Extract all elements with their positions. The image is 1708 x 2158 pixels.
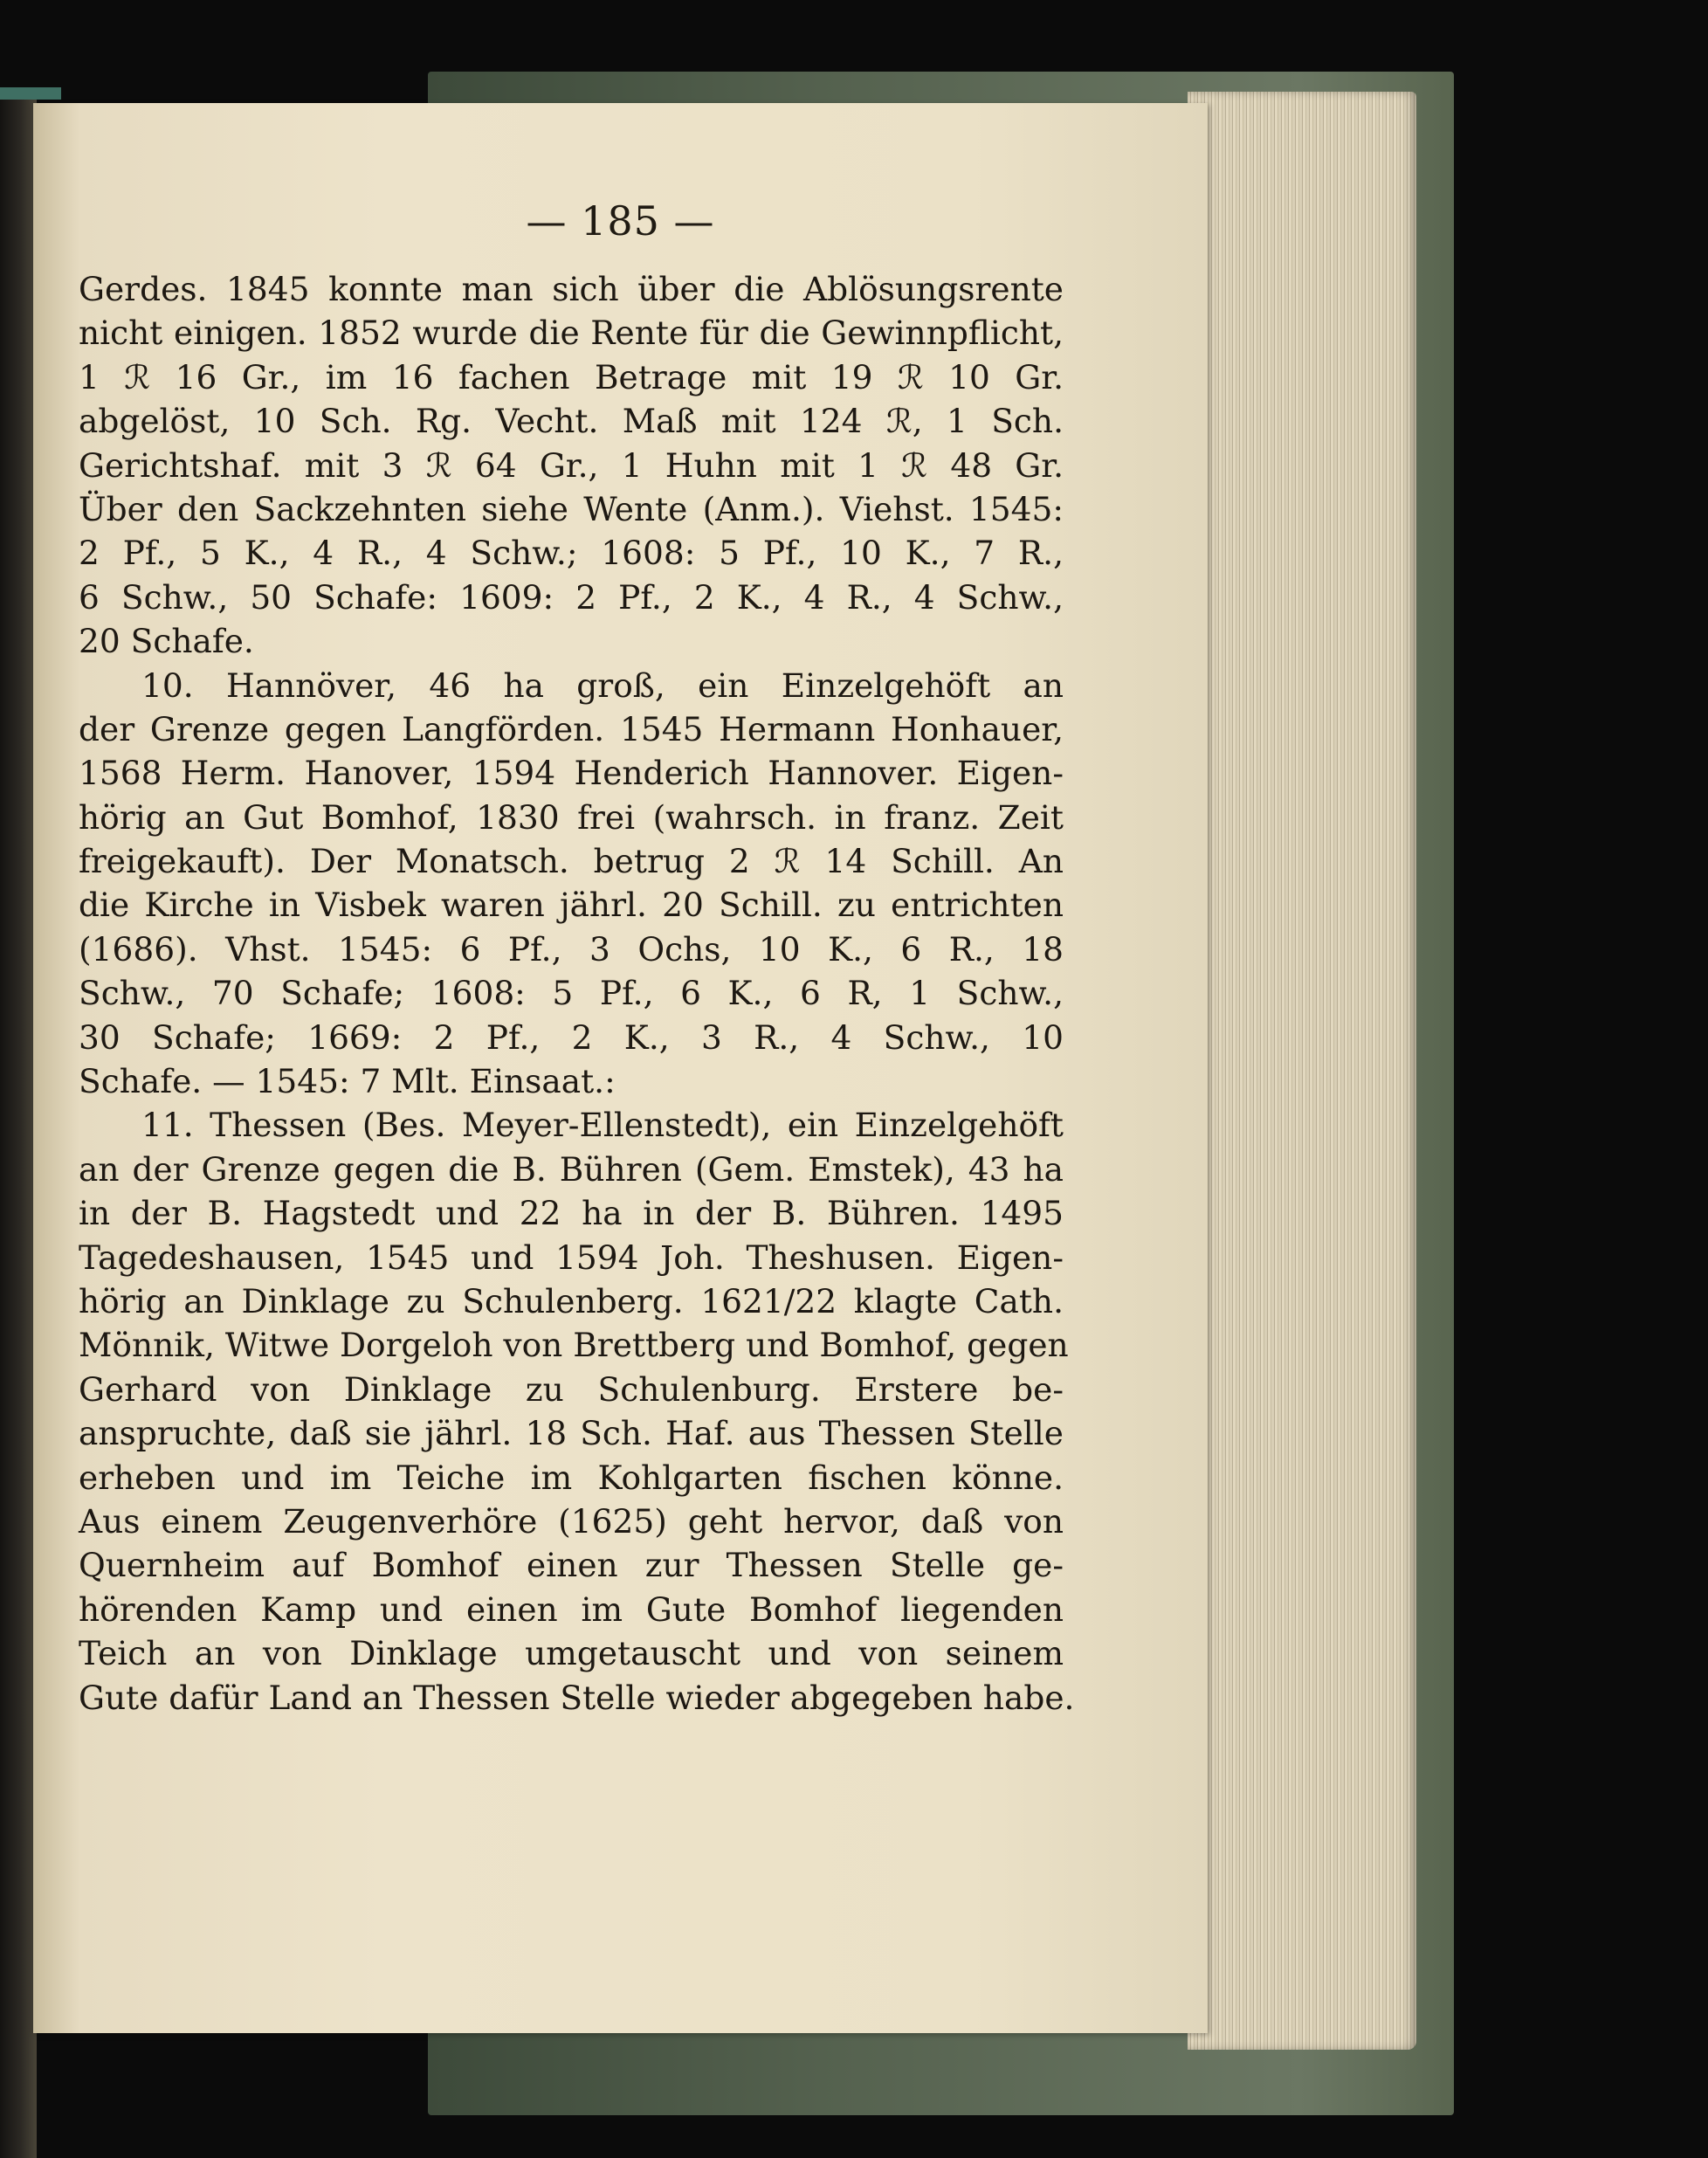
text-line: erheben und im Teiche im Kohlgarten fischen könne.: [79, 1458, 1064, 1497]
text-line: Gute dafür Land an Thessen Stelle wieder abgegeben habe.: [79, 1678, 1075, 1717]
page-stack-edge: [1188, 92, 1416, 2050]
text-line: freigekauft). Der Monatsch. betrug 2 ℛ 14 Schill. An: [79, 842, 1064, 881]
text-line: nicht einigen. 1852 wurde die Rente für die Gewinnpflicht,: [79, 314, 1064, 353]
text-line: an der Grenze gegen die B. Bühren (Gem. Emstek), 43 ha: [79, 1149, 1064, 1189]
text-line: hörig an Gut Bomhof, 1830 frei (wahrsch. in franz. Zeit: [79, 797, 1064, 837]
text-line: Gerhard von Dinklage zu Schulenburg. Erstere be-: [79, 1369, 1064, 1409]
text-line: Tagedeshausen, 1545 und 1594 Joh. Theshusen. Eigen-: [79, 1238, 1064, 1277]
text-line: abgelöst, 10 Sch. Rg. Vecht. Maß mit 124 ℛ, 1 Sch.: [79, 402, 1064, 441]
text-line: Aus einem Zeugenverhöre (1625) geht hervor, daß von: [79, 1501, 1064, 1541]
previous-page-edge: [0, 87, 37, 2158]
page-number: — 185 —: [526, 197, 715, 245]
text-line: die Kirche in Visbek waren jährl. 20 Schill. zu entrichten: [79, 886, 1064, 925]
bookmark-strip: [0, 87, 61, 100]
text-line: 30 Schafe; 1669: 2 Pf., 2 K., 3 R., 4 Schw., 10: [79, 1017, 1064, 1057]
text-line: Schw., 70 Schafe; 1608: 5 Pf., 6 K., 6 R, 1 Schw.,: [79, 974, 1064, 1013]
text-line: Mönnik, Witwe Dorgeloh von Brettberg und Bomhof, gegen: [79, 1326, 1069, 1365]
text-line: anspruchte, daß sie jährl. 18 Sch. Haf. aus Thessen Stelle: [79, 1414, 1064, 1453]
text-line: Gerdes. 1845 konnte man sich über die Ablösungsrente: [79, 270, 1064, 308]
text-line: in der B. Hagstedt und 22 ha in der B. Bühren. 1495: [79, 1194, 1064, 1233]
text-line: 2 Pf., 5 K., 4 R., 4 Schw.; 1608: 5 Pf., 10 K., 7 R.,: [79, 534, 1064, 573]
text-line: hörenden Kamp und einen im Gute Bomhof liegenden: [79, 1589, 1064, 1629]
text-line: Teich an von Dinklage umgetauscht und von seinem: [79, 1634, 1064, 1673]
text-line: 1 ℛ 16 Gr., im 16 fachen Betrage mit 19 ℛ 10 Gr.: [79, 357, 1064, 396]
paragraph-start-line: 10. Hannöver, 46 ha groß, ein Einzelgehöft an: [141, 665, 1064, 705]
page-text: [79, 267, 1075, 1720]
paragraph-start-line: 11. Thessen (Bes. Meyer-Ellenstedt), ein Einzelgehöft: [141, 1106, 1064, 1145]
text-line: 6 Schw., 50 Schafe: 1609: 2 Pf., 2 K., 4 R., 4 Schw.,: [79, 577, 1064, 617]
text-line: Über den Sackzehnten siehe Wente (Anm.). Viehst. 1545:: [79, 489, 1064, 528]
text-line: Schafe. — 1545: 7 Mlt. Einsaat.:: [79, 1062, 616, 1101]
book-page: [33, 103, 1208, 2033]
text-line: hörig an Dinklage zu Schulenberg. 1621/22 klagte Cath.: [79, 1281, 1064, 1320]
text-line: der Grenze gegen Langförden. 1545 Hermann Honhauer,: [79, 709, 1064, 748]
text-line: Quernheim auf Bomhof einen zur Thessen Stelle ge-: [79, 1546, 1064, 1585]
text-line: 1568 Herm. Hanover, 1594 Henderich Hannover. Eigen-: [79, 754, 1064, 793]
text-line: (1686). Vhst. 1545: 6 Pf., 3 Ochs, 10 K., 6 R., 18: [79, 929, 1064, 969]
text-line: Gerichtshaf. mit 3 ℛ 64 Gr., 1 Huhn mit 1 ℛ 48 Gr.: [79, 445, 1064, 485]
text-line: 20 Schafe.: [79, 622, 254, 661]
